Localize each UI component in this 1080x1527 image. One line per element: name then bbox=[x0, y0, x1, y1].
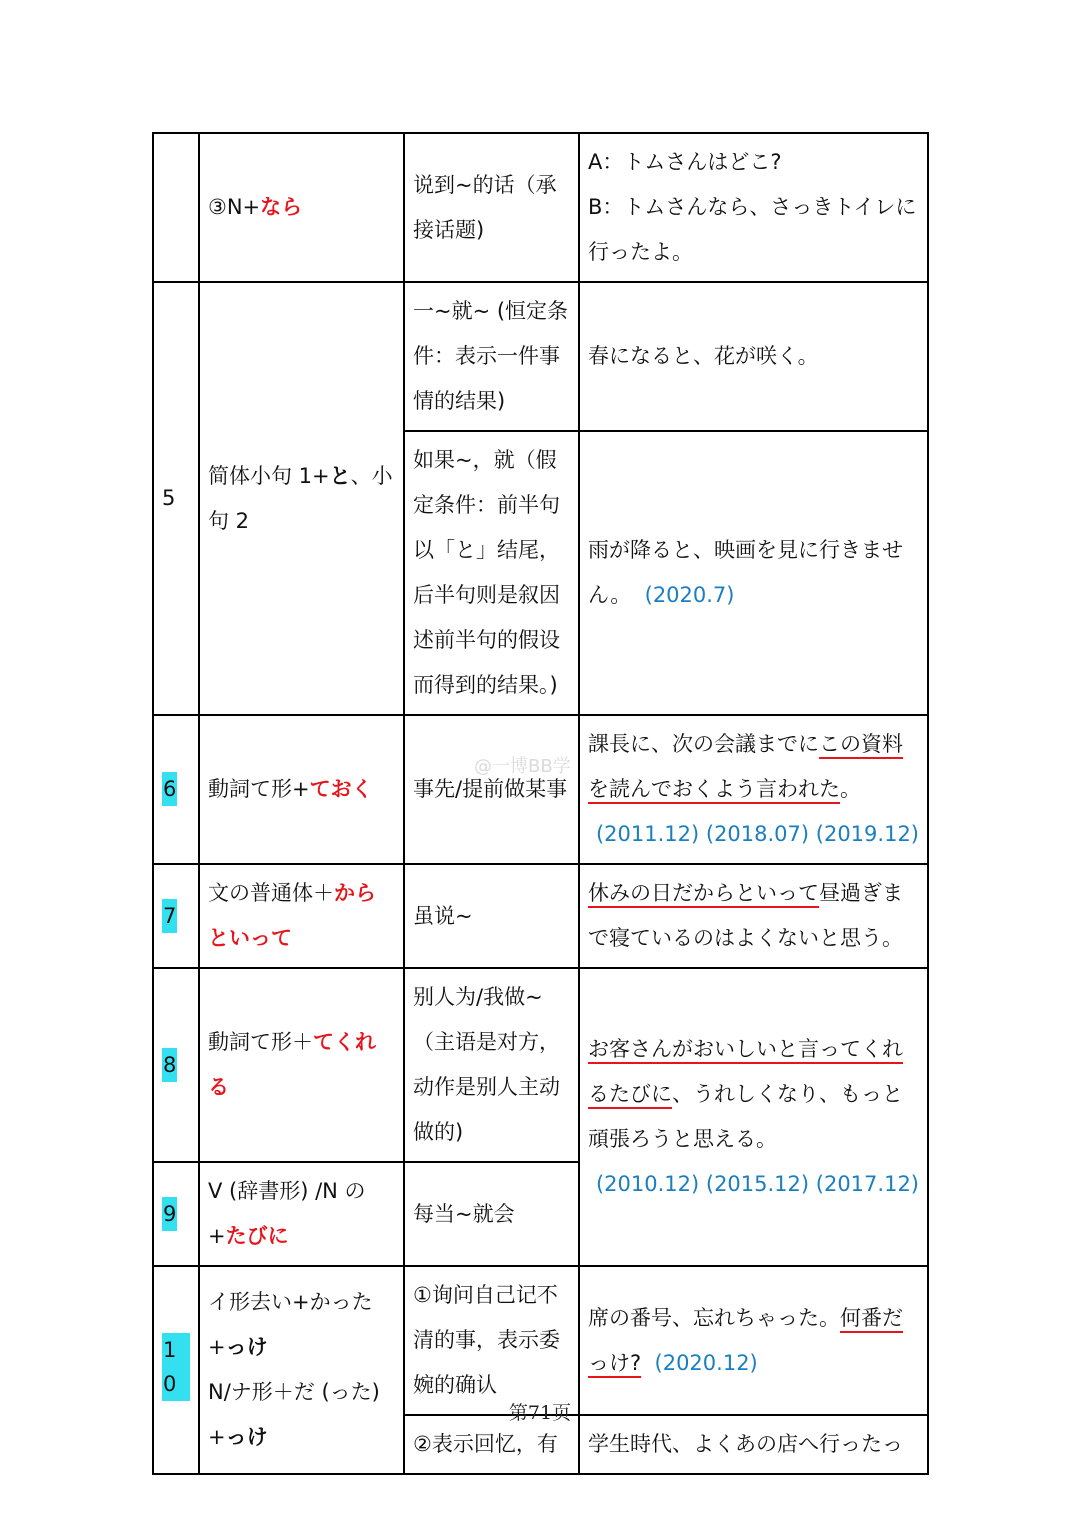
page-number: 第71页 bbox=[508, 1402, 572, 1424]
meaning-cell: 说到~的话（承接话题) bbox=[404, 133, 579, 282]
table-row bbox=[153, 1266, 928, 1415]
exam-citation: (2020.12) bbox=[654, 1350, 758, 1375]
example-line: A：トムさんはどこ? bbox=[588, 150, 782, 174]
watermark: @一博BB学 bbox=[474, 756, 571, 777]
exam-citation: (2011.12) (2018.07) (2019.12) bbox=[595, 822, 919, 846]
example-cell: 休みの日だからといって昼過ぎまで寝ているのはよくないと思う。 bbox=[579, 864, 928, 968]
meaning-cell: ②表示回忆，有 bbox=[404, 1415, 579, 1474]
example-cell: 席の番号、忘れちゃった。何番だっけ? (2020.12) bbox=[579, 1266, 928, 1415]
table-row bbox=[153, 282, 928, 431]
row-number-cell bbox=[153, 133, 199, 282]
example-cell: 春になると、花が咲く。 bbox=[579, 282, 928, 431]
example-cell: お客さんがおいしいと言ってくれるたびに、うれしくなり、もっと頑張ろうと思える。 (2010.12) (2015.12) (2017.12) bbox=[579, 968, 928, 1266]
row-number: 9 bbox=[153, 1162, 199, 1266]
grammar-pattern: V (辞書形) /N の+たびに bbox=[199, 1162, 404, 1266]
example-cell: 雨が降ると、映画を見に行きません。 (2020.7) bbox=[579, 431, 928, 715]
table-row bbox=[153, 968, 928, 1162]
table-row bbox=[153, 133, 928, 282]
meaning-cell: 每当~就会 bbox=[404, 1162, 579, 1266]
meaning-cell: 如果~，就（假定条件：前半句以「と」结尾，后半句则是叙因述前半句的假设而得到的结果。) bbox=[404, 431, 579, 715]
grammar-table bbox=[152, 132, 929, 1475]
grammar-pattern: 動詞て形+ておく bbox=[199, 715, 404, 864]
grammar-pattern: 文の普通体＋からといって bbox=[199, 864, 404, 968]
meaning-cell: 事先/提前做某事 bbox=[404, 715, 579, 864]
table-row bbox=[153, 715, 928, 864]
grammar-pattern: イ形去い+かった+っけ N/ナ形＋だ (った) +っけ bbox=[199, 1266, 404, 1474]
meaning-cell: 别人为/我做~（主语是对方，动作是别人主动做的) bbox=[404, 968, 579, 1162]
example-cell: 課長に、次の会議までにこの資料を読んでおくよう言われた。 (2011.12) (2018.07) (2019.12) bbox=[579, 715, 928, 864]
meaning-cell: 虽说~ bbox=[404, 864, 579, 968]
exam-citation: (2010.12) (2015.12) (2017.12) bbox=[595, 1172, 919, 1196]
example-line: B：トムさんなら、さっきトイレに行ったよ。 bbox=[588, 195, 917, 264]
grammar-pattern: 動詞て形＋てくれる bbox=[199, 968, 404, 1162]
row-number: 7 bbox=[153, 864, 199, 968]
example-cell: 学生時代、よくあの店へ行ったっ bbox=[579, 1415, 928, 1474]
example-cell bbox=[579, 133, 928, 282]
table-row bbox=[153, 864, 928, 968]
grammar-pattern: 简体小句 1+と、小句 2 bbox=[199, 282, 404, 715]
exam-citation: (2020.7) bbox=[644, 583, 735, 607]
meaning-cell: 一~就~ (恒定条件：表示一件事情的结果) bbox=[404, 282, 579, 431]
row-number: 8 bbox=[153, 968, 199, 1162]
grammar-pattern: ③N+なら bbox=[199, 133, 404, 282]
row-number: 10 bbox=[153, 1266, 199, 1474]
meaning-cell: ①询问自己记不清的事，表示委婉的确认 bbox=[404, 1266, 579, 1415]
row-number: 5 bbox=[153, 282, 199, 715]
row-number: 6 bbox=[153, 715, 199, 864]
